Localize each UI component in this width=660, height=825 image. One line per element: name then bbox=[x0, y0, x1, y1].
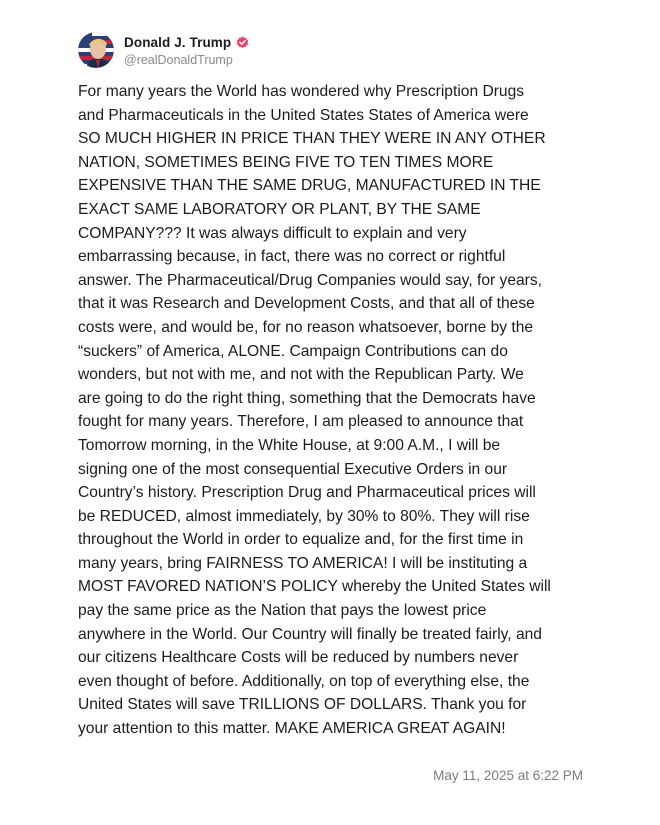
post-body-text bbox=[78, 80, 598, 741]
post-body-line: United States will save TRILLIONS OF DOLLARS. Thank you for bbox=[78, 696, 527, 714]
post-body-line: be REDUCED, almost immediately, by 30% to 80%. They will rise bbox=[78, 507, 530, 525]
post-body-line: COMPANY??? It was always difficult to explain and very bbox=[78, 224, 467, 242]
profile-avatar-icon[interactable] bbox=[78, 32, 114, 68]
post-body-line: EXACT SAME LABORATORY OR PLANT, BY THE SAME bbox=[78, 200, 481, 218]
post-body-line: are going to do the right thing, something that the Democrats have bbox=[78, 389, 536, 407]
post-body-line: “suckers” of America, ALONE. Campaign Contributions can do bbox=[78, 342, 508, 360]
author-block bbox=[124, 33, 249, 67]
post-body-line: your attention to this matter. MAKE AMERICA GREAT AGAIN! bbox=[78, 720, 506, 738]
verified-badge-icon bbox=[236, 36, 249, 49]
name-row bbox=[124, 33, 249, 51]
post-body-line: and Pharmaceuticals in the United States States of America were bbox=[78, 106, 529, 124]
author-display-name[interactable]: Donald J. Trump bbox=[124, 34, 232, 50]
post-body-line: Tomorrow morning, in the White House, at 9:00 A.M., I will be bbox=[78, 436, 501, 454]
post-body-line: that it was Research and Development Costs, and that all of these bbox=[78, 295, 535, 313]
post-body-line: pay the same price as the Nation that pays the lowest price bbox=[78, 602, 487, 620]
post-body-line: throughout the World in order to equalize and, for the first time in bbox=[78, 531, 524, 549]
post-body-line: For many years the World has wondered why Prescription Drugs bbox=[78, 83, 525, 100]
post-body-line: NATION, SOMETIMES BEING FIVE TO TEN TIMES MORE bbox=[78, 153, 494, 171]
post-body-line: SO MUCH HIGHER IN PRICE THAN THEY WERE IN ANY OTHER bbox=[78, 130, 546, 148]
author-handle[interactable]: @realDonaldTrump bbox=[124, 53, 233, 67]
post-body-line: wonders, but not with me, and not with the Republican Party. We bbox=[78, 366, 524, 384]
post-body-line: fought for many years. Therefore, I am pleased to announce that bbox=[78, 413, 524, 431]
post-body-line: our citizens Healthcare Costs will be reduced by numbers never bbox=[78, 649, 519, 667]
post-body-line: anywhere in the World. Our Country will finally be treated fairly, and bbox=[78, 625, 542, 643]
post-body-line: many years, bring FAIRNESS TO AMERICA! I will be instituting a bbox=[78, 554, 528, 572]
post-body-line: EXPENSIVE THAN THE SAME DRUG, MANUFACTURED IN THE bbox=[78, 177, 541, 195]
post-timestamp[interactable]: May 11, 2025 at 6:22 PM bbox=[433, 768, 583, 783]
post-header bbox=[78, 32, 249, 68]
post-body-line: signing one of the most consequential Executive Orders in our bbox=[78, 460, 508, 478]
post-body-line: even thought of before. Additionally, on top of everything else, the bbox=[78, 672, 530, 690]
post-body-line: embarrassing because, in fact, there was no correct or rightful bbox=[78, 248, 506, 266]
post-body-line: costs were, and would be, for no reason whatsoever, borne by the bbox=[78, 318, 534, 336]
post-body-line: answer. The Pharmaceutical/Drug Companies would say, for years, bbox=[78, 271, 542, 289]
post-body-line: Country’s history. Prescription Drug and Pharmaceutical prices will bbox=[78, 484, 536, 502]
post-body-line: MOST FAVORED NATION’S POLICY whereby the United States will bbox=[78, 578, 551, 596]
